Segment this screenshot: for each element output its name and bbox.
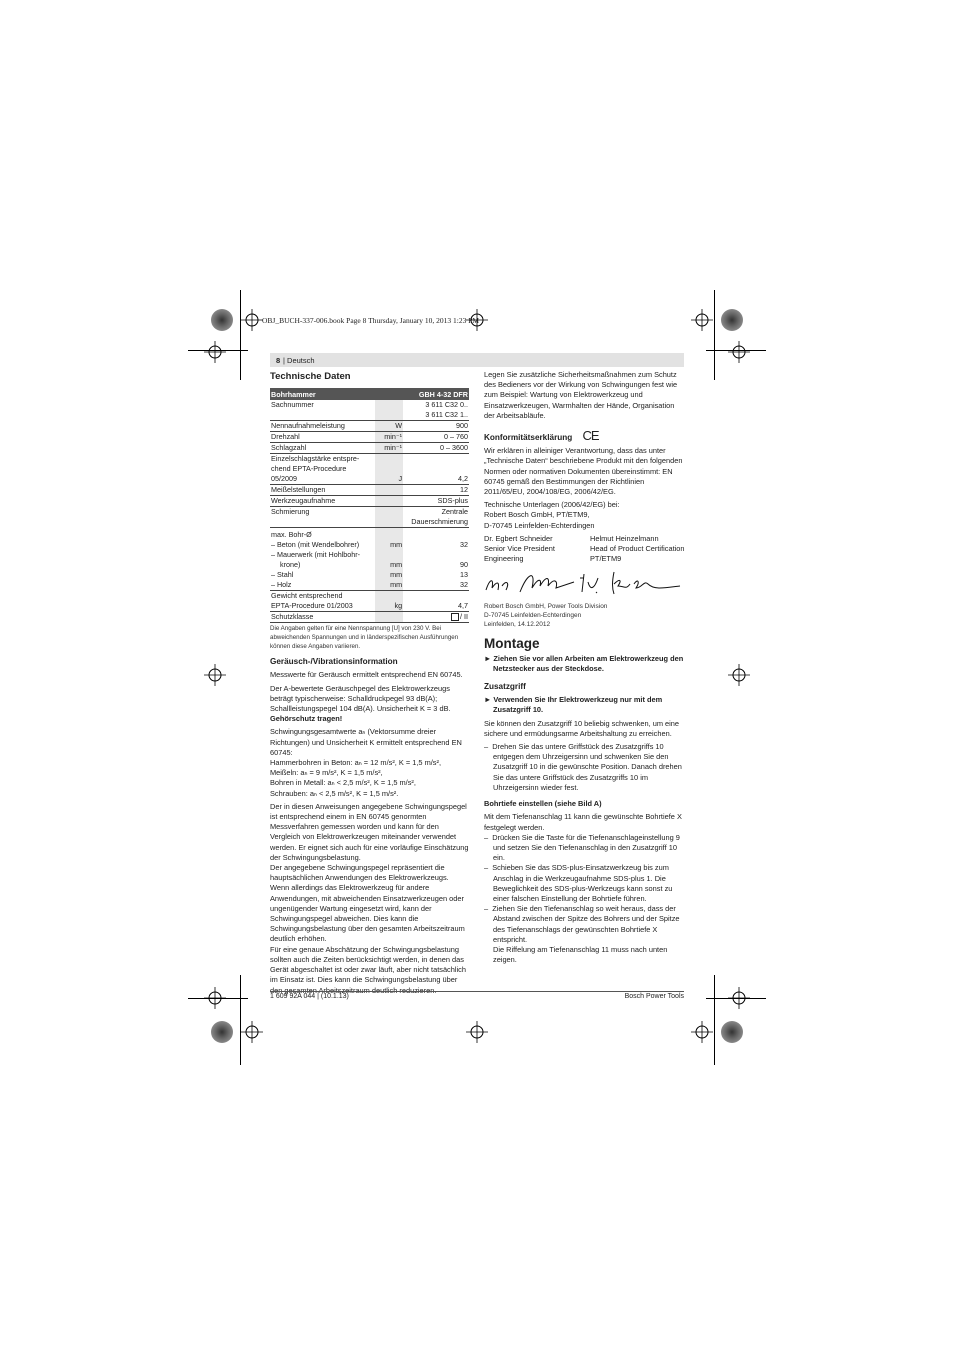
table-row: Dauerschmierung xyxy=(270,517,469,528)
handwritten-signature xyxy=(484,568,684,598)
table-row: Sachnummer 3 611 C32 0.. xyxy=(271,400,468,410)
tech-data-title: Technische Daten xyxy=(270,371,351,382)
registration-disc-icon xyxy=(721,1021,743,1043)
registration-crosshair-icon xyxy=(691,1021,713,1043)
registration-crosshair-icon xyxy=(728,341,750,363)
page-language: | Deutsch xyxy=(283,356,315,365)
triangle-bullet-icon: ► xyxy=(484,695,494,705)
registration-crosshair-icon xyxy=(241,1021,263,1043)
protection-class-icon xyxy=(451,613,459,621)
noise-title: Geräusch-/Vibrationsinformation xyxy=(270,657,398,667)
montage-title: Montage xyxy=(484,636,540,652)
ce-mark-icon: CE xyxy=(582,428,599,444)
zusatzgriff-warning: ► Verwenden Sie Ihr Elektrowerkzeug nur mit dem Zusatzgriff 10. xyxy=(484,695,663,715)
crop-mark xyxy=(714,290,715,380)
bohrtiefe-title: Bohrtiefe einstellen (siehe Bild A) xyxy=(484,799,602,809)
table-row: chend EPTA-Procedure xyxy=(270,464,469,474)
registration-crosshair-icon xyxy=(691,309,713,331)
footer-rule xyxy=(270,991,684,992)
left-column: Technische Daten Bohrhammer GBH 4-32 DFR Sachnummer 3 611 C32 0.. 3 611 C32 1.. Nennaufnahmeleistung W 900 Drehzahl min⁻¹ 0 – 760 Schlagzahl min⁻¹ 0 – 3600 Einzelschlagstärke entspre- chend EPTA-Procedure 05/2009 J 4,2 Meißelstellungen 12 Werkzeugaufnahme SDS-plus Schmierung Zentrale Dauerschmierung max. Bohr-Ø – Beton (mit Wendelbohrer) mm 32 – Mauerwerk (mit Hohlbohr- krone) mm 90 – Stahl mm 13 – Holz mm 32 Gewicht entsprechend EPTA-Procedure 01/2003 kg 4,7 Schutzklasse / II Die Angaben gelten für eine Nennspannung [U] von 230 V. Bei abweichenden Spannungen und in länderspezifischen Ausführungen können diese Angaben variieren. Geräusch-/Vibrationsinformation Messwerte für Geräusch ermittelt entsprechend EN 60745. Der A-bewertete Geräuschpegel des Elektrowerkzeugs beträgt typischerweise: Schalldruckpegel 93 dB(A); Schallleistungspegel 104 dB(A). Unsicherheit K = 3 dB. Gehörschutz tragen! Schwingungsgesamtwerte aₕ (Vektorsumme dreier Richtungen) und Unsicherheit K ermittelt entsprechend EN 60745: Hammerbohren in Beton: aₕ = 12 m/s², K = 1,5 m/s², Meißeln: aₕ = 9 m/s², K = 1,5 m/s², Bohren in Metall: aₕ < 2,5 m/s², K = 1,5 m/s², Schrauben: aₕ < 2,5 m/s², K = 1,5 m/s². Der in diesen Anweisungen angegebene Schwingungspegel ist entsprechend einem in EN 60745 genormten Messverfahren gemessen worden und kann für den Vergleich von Elektrowerkzeugen miteinander verwendet werden. Er eignet sich auch für eine vorläufige Einschätzung der Schwingungsbelastung. Der angegebene Schwingungspegel repräsentiert die hauptsächlichen Anwendungen des Elektrowerkzeugs. Wenn allerdings das Elektrowerkzeug für andere Anwendungen, mit abweichenden Einsatzwerkzeugen oder ungenügender Wartung eingesetzt wird, kann der Schwingungspegel abweichen. Dies kann die Schwingungsbelastung über den gesamten Arbeitszeitraum deutlich erhöhen. Für eine genaue Abschätzung der Schwingungsbelastung sollten auch die Zeiten berücksichtigt werden, in denen das Gerät abgeschaltet ist oder zwar läuft, aber nicht tatsächlich im Einsatz ist. Dies kann die Schwingungsbelastung über den gesamten Arbeitszeitraum deutlich reduzieren. xyxy=(270,371,469,995)
table-row: max. Bohr-Ø xyxy=(270,528,469,541)
table-row: Meißelstellungen 12 xyxy=(271,485,468,495)
table-row: Gewicht entsprechend xyxy=(270,591,469,602)
signatories: Dr. Egbert Schneider Senior Vice President Engineering Helmut Heinzelmann Head of Product Certification PT/ETM9 xyxy=(484,533,685,564)
safety-paragraph: Legen Sie zusätzliche Sicherheitsmaßnahmen zum Schutz des Bedieners vor der Wirkung von Schwingungen fest wie zum Beispiel: Wartung von Elektrowerkzeug und Einsatzwerkzeugen, Warmhalten der Hände, Organisation der Arbeitsabläufe. xyxy=(484,370,678,420)
registration-crosshair-icon xyxy=(204,341,226,363)
list-item: – Drücken Sie die Taste für die Tiefenanschlageinstellung 9 und setzen Sie den Tiefenanschlag in den Zusatzgriff 10 ein. xyxy=(484,832,680,863)
registration-crosshair-icon xyxy=(204,987,226,1009)
table-row: Werkzeugaufnahme SDS-plus xyxy=(271,496,468,506)
table-note: Die Angaben gelten für eine Nennspannung [U] von 230 V. Bei abweichenden Spannungen und in länderspezifischen Ausführungen können diese Angaben variieren. xyxy=(270,625,459,651)
file-header: OBJ_BUCH-337-006.book Page 8 Thursday, January 10, 2013 1:23 PM xyxy=(262,316,480,325)
company-block: Robert Bosch GmbH, Power Tools Division D-70745 Leinfelden-Echterdingen Leinfelden, 14.12.2012 xyxy=(484,603,608,629)
tech-data-table xyxy=(270,388,469,623)
table-row: – Holz mm 32 xyxy=(271,580,468,590)
table-row: Nennaufnahmeleistung W 900 xyxy=(271,421,468,431)
footer-left: 1 609 92A 044 | (10.1.13) xyxy=(270,993,349,1000)
crop-mark xyxy=(714,975,715,1065)
registration-crosshair-icon xyxy=(241,309,263,331)
crop-mark xyxy=(240,290,241,380)
conformity-title: Konformitätserklärung CE xyxy=(484,428,599,444)
table-row: Schmierung Zentrale xyxy=(271,507,468,517)
registration-disc-icon xyxy=(211,1021,233,1043)
table-header: Bohrhammer GBH 4-32 DFR xyxy=(271,390,468,400)
triangle-bullet-icon: ► xyxy=(484,653,494,663)
page-header-bar xyxy=(270,353,684,367)
right-column: Legen Sie zusätzliche Sicherheitsmaßnahmen zum Schutz des Bedieners vor der Wirkung von Schwingungen fest wie zum Beispiel: Wartung von Elektrowerkzeug und Einsatzwerkzeugen, Warmhalten der Hände, Organisation der Arbeitsabläufe. Konformitätserklärung CE Wir erklären in alleiniger Verantwortung, dass das unter „Technische Daten“ beschriebene Produkt mit den folgenden Normen oder normativen Dokumenten übereinstimmt: EN 60745 gemäß den Bestimmungen der Richtlinien 2011/65/EU, 2004/108/EG, 2006/42/EG. Technische Unterlagen (2006/42/EG) bei: Robert Bosch GmbH, PT/ETM9, D-70745 Leinfelden-Echterdingen Dr. Egbert Schneider Senior Vice President Engineering Helmut Heinzelmann Head of Product Certification PT/ETM9 Robert Bosch GmbH, Power Tools Division D-70745 Leinfelden-Echterdingen Leinfelden, 14.12.2012 Montage ► Ziehen Sie vor allen Arbeiten am Elektrowerkzeug den Netzstecker aus der Steckdose. Zusatzgriff ► Verwenden Sie Ihr Elektrowerkzeug nur mit dem Zusatzgriff 10. Sie können den Zusatzgriff 10 beliebig schwenken, um eine sichere und ermüdungsarme Arbeitshaltung zu erreichen. – Drehen Sie das untere Griffstück des Zusatzgriffs 10 entgegen dem Uhrzeigersinn und schwenken Sie den Zusatzgriff 10 in die gewünschte Position. Danach drehen Sie das untere Griffstück des Zusatzgriffs 10 im Uhrzeigersinn wieder fest. Bohrtiefe einstellen (siehe Bild A) Mit dem Tiefenanschlag 11 kann die gewünschte Bohrtiefe X festgelegt werden. – Drücken Sie die Taste für die Tiefenanschlageinstellung 9 und setzen Sie den Tiefenanschlag in den Zusatzgriff 10 ein. – Schieben Sie das SDS-plus-Einsatzwerkzeug bis zum Anschlag in die Werkzeugaufnahme SDS-plus 1. Die Beweglichkeit des SDS-plus-Werkzeugs kann sonst zu einer falschen Einstellung der Bohrtiefe führen. – Ziehen Sie den Tiefenanschlag so weit heraus, dass der Abstand zwischen der Spitze des Bohrers und der Spitze des Tiefenanschlags der gewünschten Bohrtiefe X entspricht. Die Riffelung am Tiefenanschlag 11 muss nach unten zeigen. xyxy=(484,370,685,965)
vibration-values: Schwingungsgesamtwerte aₕ (Vektorsumme dreier Richtungen) und Unsicherheit K ermittelt entsprechend EN 60745: Hammerbohren in Beton: aₕ = 12 m/s², K = 1,5 m/s², Meißeln: aₕ = 9 m/s², K = 1,5 m/s², Bohren in Metall: aₕ < 2,5 m/s², K = 1,5 m/s², Schrauben: aₕ < 2,5 m/s², K = 1,5 m/s². xyxy=(270,727,462,798)
registration-disc-icon xyxy=(721,309,743,331)
list-item: – Schieben Sie das SDS-plus-Einsatzwerkzeug bis zum Anschlag in die Werkzeugaufnahme SDS-plus 1. Die Beweglichkeit des SDS-plus-Werkzeugs kann sonst zu einer falschen Einstellung der Bohrtiefe führen. xyxy=(484,863,673,903)
table-row: Schlagzahl min⁻¹ 0 – 3600 xyxy=(271,443,468,453)
montage-warning: ► Ziehen Sie vor allen Arbeiten am Elektrowerkzeug den Netzstecker aus der Steckdose. xyxy=(484,653,684,673)
registration-crosshair-icon xyxy=(728,987,750,1009)
registration-crosshair-icon xyxy=(466,1021,488,1043)
table-row: – Stahl mm 13 xyxy=(271,570,468,580)
zusatzgriff-title: Zusatzgriff xyxy=(484,682,526,692)
table-row: – Beton (mit Wendelbohrer) mm 32 xyxy=(271,540,468,550)
list-item: – Drehen Sie das untere Griffstück des Zusatzgriffs 10 entgegen dem Uhrzeigersinn und schwenken Sie den Zusatzgriff 10 in die gewünschte Position. Danach drehen Sie das untere Griffstück des Zusatzgriffs 10 im Uhrzeigersinn wieder fest. xyxy=(484,742,682,792)
page-number: 8 xyxy=(276,356,281,365)
crop-mark xyxy=(240,975,241,1065)
registration-crosshair-icon xyxy=(204,664,226,686)
table-row: 3 611 C32 1.. xyxy=(270,410,469,421)
table-row: – Mauerwerk (mit Hohlbohr- xyxy=(270,550,469,560)
registration-crosshair-icon xyxy=(728,664,750,686)
table-row: Einzelschlagstärke entspre- xyxy=(270,454,469,465)
table-row: Schutzklasse / II xyxy=(271,612,468,622)
registration-disc-icon xyxy=(211,309,233,331)
table-row: 05/2009 J 4,2 xyxy=(271,474,468,484)
list-item: – Ziehen Sie den Tiefenanschlag so weit heraus, dass der Abstand zwischen der Spitze des Bohrers und der Spitze des Tiefenanschlags der gewünschten Bohrtiefe X entspricht. xyxy=(484,904,680,944)
table-row: krone) mm 90 xyxy=(280,560,468,570)
table-row: EPTA-Procedure 01/2003 kg 4,7 xyxy=(271,601,468,611)
table-row: Drehzahl min⁻¹ 0 – 760 xyxy=(271,432,468,442)
footer-right: Bosch Power Tools xyxy=(624,993,684,1000)
